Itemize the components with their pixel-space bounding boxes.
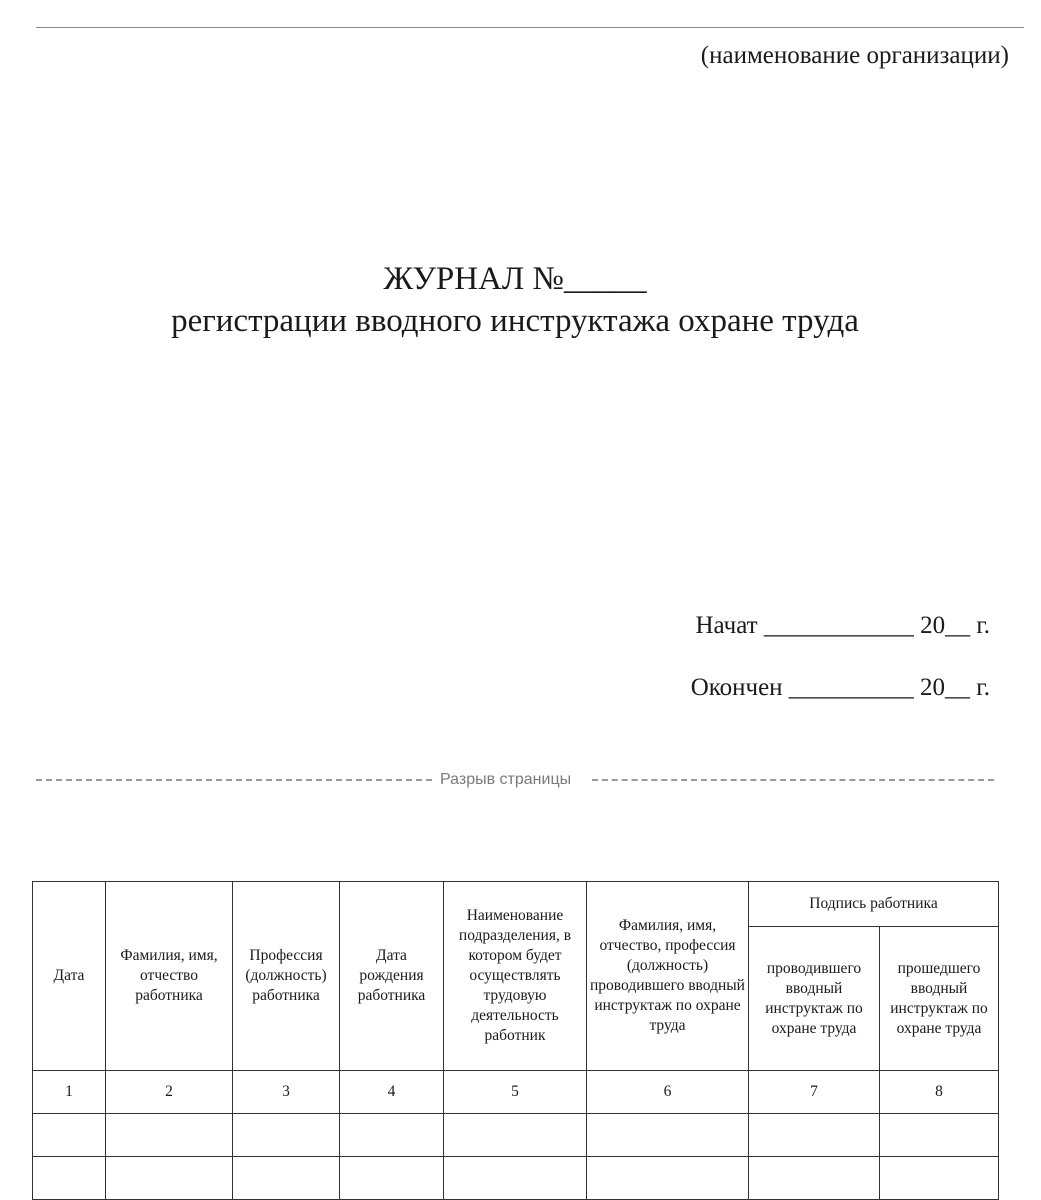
column-number: 6 [587, 1071, 749, 1114]
table-header-row [33, 882, 999, 927]
column-number: 8 [880, 1071, 999, 1114]
table-cell [106, 1157, 233, 1200]
column-header-signature-trainee: прошедшего вводный инструктаж по охране труда [880, 927, 999, 1071]
column-header-signature-group: Подпись работника [749, 882, 999, 927]
column-header-department: Наименование подразделения, в котором будет осуществлять трудовую деятельность работник [444, 882, 587, 1071]
table-row [33, 1157, 999, 1200]
journal-title-number: ЖУРНАЛ №_____ [383, 261, 647, 297]
finished-date-line: Окончен __________ 20__ г. [690, 674, 990, 701]
table-cell [33, 1114, 106, 1157]
column-number: 5 [444, 1071, 587, 1114]
column-number: 4 [340, 1071, 444, 1114]
table-cell [880, 1114, 999, 1157]
table-cell [749, 1114, 880, 1157]
started-date-line: Начат ____________ 20__ г. [695, 612, 990, 639]
column-number: 1 [33, 1071, 106, 1114]
page-break-dash-right [592, 779, 994, 781]
table-cell [880, 1157, 999, 1200]
column-number: 3 [233, 1071, 340, 1114]
table-cell [106, 1114, 233, 1157]
table-cell [233, 1157, 340, 1200]
page-break-label: Разрыв страницы [440, 771, 572, 788]
page-break [36, 770, 994, 794]
table-cell [33, 1157, 106, 1200]
column-header-full-name: Фамилия, имя, отчество работника [106, 882, 233, 1071]
top-rule [36, 27, 1024, 28]
column-header-signature-instructor: проводившего вводный инструктаж по охране труда [749, 927, 880, 1071]
instruction-log-table [32, 881, 999, 1200]
column-number: 7 [749, 1071, 880, 1114]
column-number: 2 [106, 1071, 233, 1114]
column-header-date: Дата [33, 882, 106, 1071]
table-cell [749, 1157, 880, 1200]
journal-title [0, 258, 1030, 342]
organization-name-caption: (наименование организации) [700, 42, 1009, 69]
column-header-instructor: Фамилия, имя, отчество, профессия (должность) проводившего вводный инструктаж по охране труда [587, 882, 749, 1071]
column-header-birth-date: Дата рождения работника [340, 882, 444, 1071]
column-number-row [33, 1071, 999, 1114]
table-cell [587, 1157, 749, 1200]
table-row [33, 1114, 999, 1157]
journal-title-subtitle: регистрации вводного инструктажа охране труда [171, 303, 859, 339]
column-header-profession: Профессия (должность) работника [233, 882, 340, 1071]
table-cell [444, 1114, 587, 1157]
page-break-dash-left [36, 779, 432, 781]
table-cell [340, 1157, 444, 1200]
table-cell [340, 1114, 444, 1157]
table-cell [587, 1114, 749, 1157]
table-cell [233, 1114, 340, 1157]
table-cell [444, 1157, 587, 1200]
